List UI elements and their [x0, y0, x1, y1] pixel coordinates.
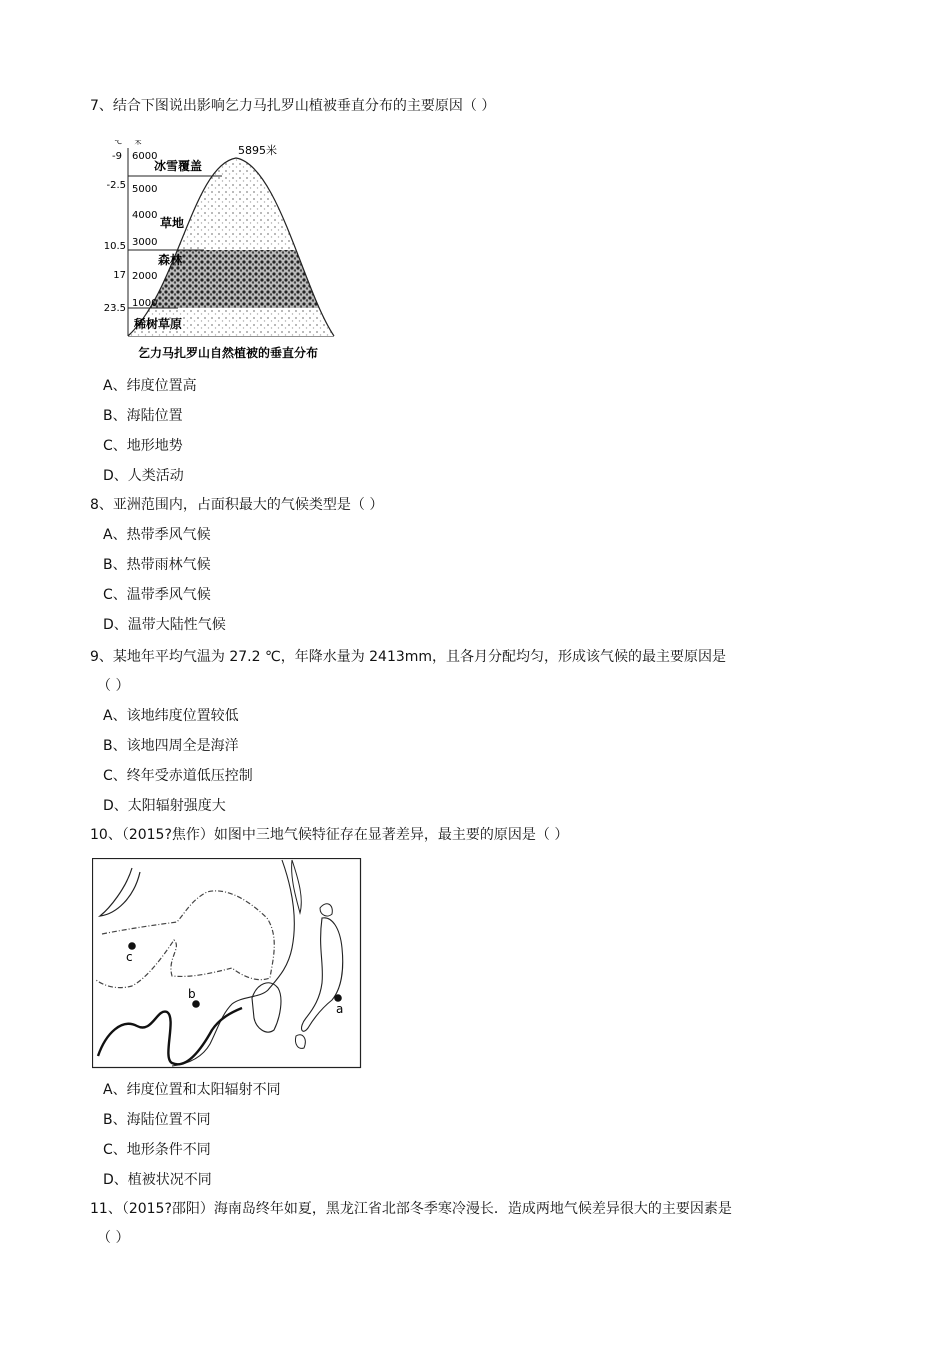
question-10-stem: 10、（2015?焦作）如图中三地气候特征存在显著差异，最主要的原因是（ ） [90, 827, 569, 843]
q7-option-c: C、地形地势 [103, 438, 183, 454]
zone-label-grass: 草地 [160, 216, 185, 230]
temp-label: 10.5 [103, 241, 126, 252]
question-9-stem: 9、某地年平均气温为 27.2 ℃，年降水量为 2413mm，且各月分配均匀，形成该气候的最主要原因是 [90, 649, 727, 665]
question-7-stem: 7、结合下图说出影响乞力马扎罗山植被垂直分布的主要原因（ ） [90, 98, 496, 114]
kilimanjaro-vegetation-figure [98, 140, 338, 362]
temp-label: 17 [113, 270, 126, 281]
q8-option-d: D、温带大陆性气候 [103, 617, 226, 633]
map-point-label: a [336, 1002, 344, 1016]
figure-caption: 乞力马扎罗山自然植被的垂直分布 [137, 346, 319, 360]
question-8-stem: 8、亚洲范围内，占面积最大的气候类型是（ ） [90, 497, 384, 513]
q8-option-c: C、温带季风气候 [103, 587, 211, 603]
zone-label-savanna: 稀树草原 [134, 317, 183, 331]
zone-label-forest: 森林 [158, 253, 183, 267]
question-9-answer-blank: （ ） [97, 678, 130, 694]
map-point-label: b [188, 987, 196, 1001]
height-label: 4000 [132, 210, 158, 221]
height-axis-header: 米 [134, 140, 142, 146]
temp-label: -9 [112, 151, 122, 162]
height-label: 6000 [132, 151, 158, 162]
q10-option-a: A、纬度位置和太阳辐射不同 [103, 1082, 281, 1098]
map-point-label: c [126, 950, 133, 964]
peak-label: 5895米 [238, 144, 277, 157]
temp-label: -2.5 [106, 180, 126, 191]
height-label: 1000 [132, 298, 158, 309]
east-asia-map-figure [92, 858, 362, 1069]
temp-label: 23.5 [103, 303, 126, 314]
question-11-stem: 11、（2015?邵阳）海南岛终年如夏，黑龙江省北部冬季寒冷漫长．造成两地气候差异很大的主要因素是 [90, 1201, 732, 1217]
q7-option-a: A、纬度位置高 [103, 378, 197, 394]
height-label: 2000 [132, 271, 158, 282]
height-label: 5000 [132, 184, 158, 195]
q10-option-d: D、植被状况不同 [103, 1172, 212, 1188]
zone-label-snow: 冰雪覆盖 [154, 159, 203, 173]
q8-option-a: A、热带季风气候 [103, 527, 211, 543]
height-label: 3000 [132, 237, 158, 248]
q9-option-a: A、该地纬度位置较低 [103, 708, 239, 724]
q7-option-b: B、海陆位置 [103, 408, 183, 424]
q10-option-b: B、海陆位置不同 [103, 1112, 211, 1128]
q7-option-d: D、人类活动 [103, 468, 184, 484]
q9-option-b: B、该地四周全是海洋 [103, 738, 239, 754]
q8-option-b: B、热带雨林气候 [103, 557, 211, 573]
temp-axis-header: ℃ [114, 140, 122, 146]
q10-option-c: C、地形条件不同 [103, 1142, 211, 1158]
q9-option-d: D、太阳辐射强度大 [103, 798, 226, 814]
q9-option-c: C、终年受赤道低压控制 [103, 768, 253, 784]
question-11-answer-blank: （ ） [97, 1230, 130, 1246]
